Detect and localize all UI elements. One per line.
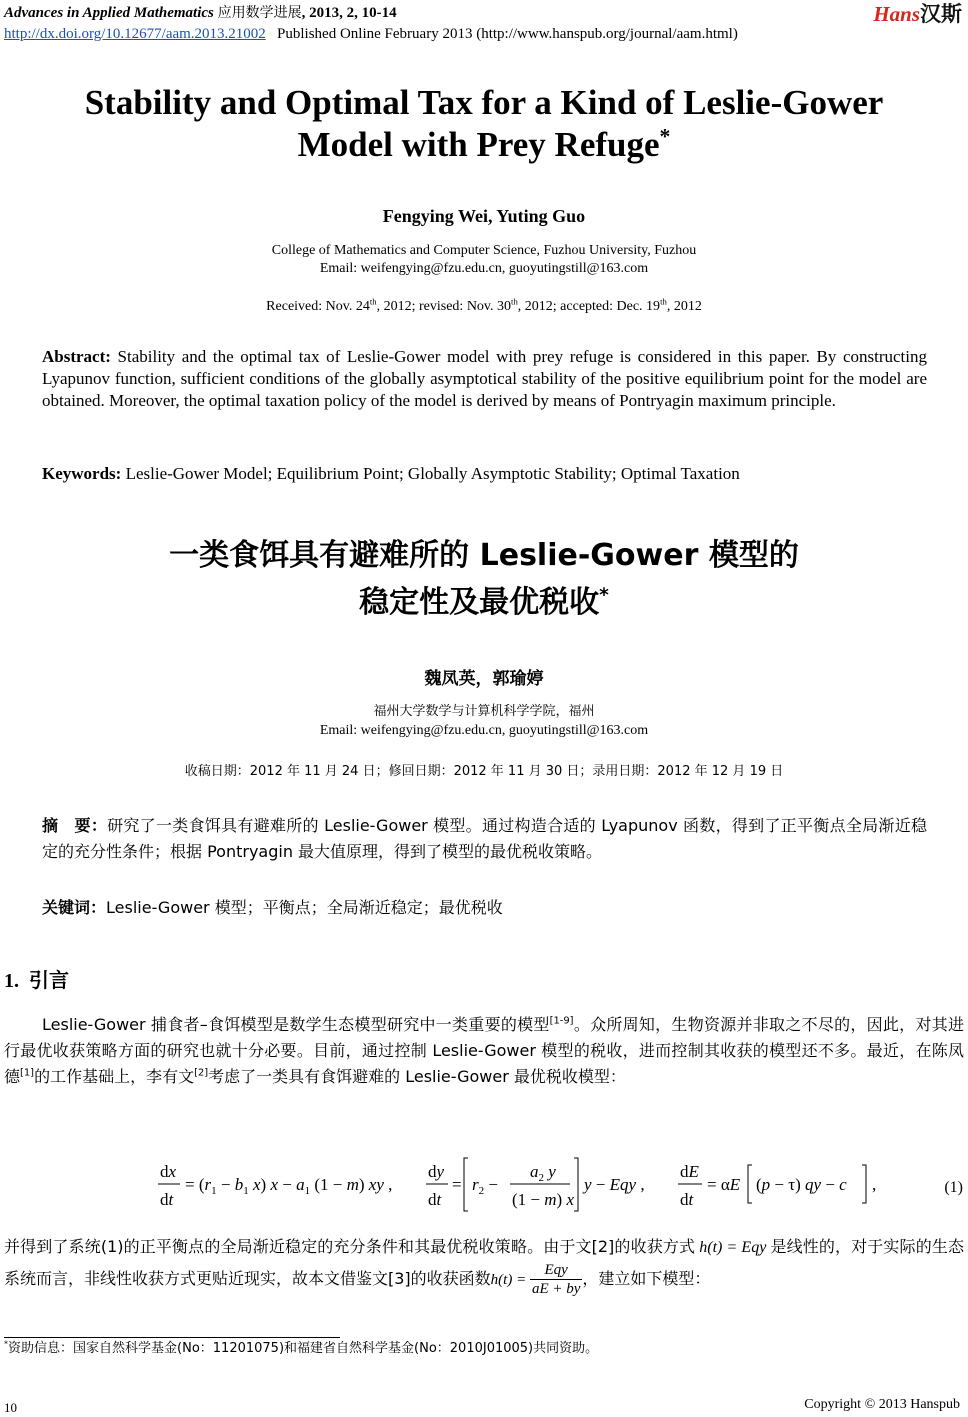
footnote-mark: * [4, 1339, 9, 1349]
revised-text: , 2012; revised: Nov. 30 [376, 299, 512, 314]
section-heading [4, 964, 69, 993]
abstract-cn [42, 813, 927, 865]
keywords-en-text: Leslie-Gower Model; Equilibrium Point; Globally Asymptotic Stability; Optimal Taxation [125, 464, 740, 483]
intro-text-a: Leslie-Gower 捕食者–食饵模型是数学生态模型研究中一类重要的模型 [42, 1015, 550, 1034]
citation-ref: [1-9] [549, 1015, 574, 1027]
paper-title-en [0, 82, 968, 166]
logo-text-en: Hans [873, 2, 920, 26]
footnote-text: 资助信息：国家自然科学基金(No：11201075)和福建省自然科学基金(No：2010J01005)共同资助。 [8, 1341, 599, 1356]
title-cn-mark: * [599, 585, 609, 606]
accepted-text: , 2012; accepted: Dec. 19 [517, 299, 661, 314]
affiliation-cn: 福州大学数学与计算机科学学院，福州 [373, 704, 595, 719]
journal-header [4, 4, 397, 23]
intro-text-b: 。众所周知，生物资源并非取之不尽的，因此，对其进行最优收获策略方面的研究也就十分必要。目前，通过控制 Leslie-Gower 模型的税收，进而控制其收获的模型还不多。最近，在陈凤德 [4, 1015, 964, 1086]
svg-text:(1 − m) x: (1 − m) x [512, 1190, 574, 1209]
email-cn: Email: weifengying@fzu.edu.cn, guoyutingstill@163.com [319, 723, 649, 738]
doi-line [4, 25, 738, 44]
published-online: Published Online February 2013 (http://www.hanspub.org/journal/aam.html) [277, 26, 738, 42]
svg-text:(p − τ) qy − c: (p − τ) qy − c [756, 1175, 847, 1194]
svg-text:r2 −: $r_2$ − [472, 1175, 498, 1197]
intro-text-d: 考虑了一类具有食饵避难的 Leslie-Gower 最优税收模型： [208, 1067, 626, 1086]
svg-text:dy: dy [428, 1162, 445, 1181]
intro2-text-c: ，建立如下模型： [582, 1269, 711, 1288]
equation-1 [150, 1155, 965, 1213]
keywords-cn-label: 关键词： [42, 898, 107, 917]
doi-link[interactable]: http://dx.doi.org/10.12677/aam.2013.21002 [4, 26, 266, 42]
received-sup: th [369, 296, 377, 307]
svg-text:dt: dt [680, 1190, 694, 1209]
intro-paragraph-1 [4, 1012, 964, 1090]
intro2-text-a: 并得到了系统(1)的正平衡点的全局渐近稳定的充分条件和其最优税收策略。由于文[2]的收获方式 [4, 1237, 696, 1256]
title-cn-line2-wrap [0, 579, 968, 626]
abstract-en-text: Stability and the optimal tax of Leslie-Gower model with prey refuge is considered in this paper. By constructing Lyapunov function, sufficient conditions of the globally asymptotical stability of the positive equilibrium point for the model are obtained. Moreover, the optimal taxation policy of the model is derived by means of Pontryagin maximum principle. [42, 347, 928, 410]
section-title: 引言 [29, 968, 69, 992]
intro2-text-b: 是线性的，对于实际的生态系统而言，非线性收获方式更贴近现实，故本文借鉴文[3]的收获函数 [4, 1237, 964, 1288]
equation-number: (1) [944, 1179, 963, 1196]
svg-text:a2 y: $a_2$ y [530, 1162, 556, 1184]
equation-svg [150, 1155, 950, 1213]
title-cn-line1: 一类食饵具有避难所的 Leslie-Gower 模型的 [169, 538, 799, 573]
keywords-cn [42, 896, 927, 920]
revised-sup: th [511, 296, 518, 307]
email-en: Email: weifengying@fzu.edu.cn, guoyutingstill@163.com [319, 261, 649, 276]
received-text: Received: Nov. 24 [266, 299, 370, 314]
harvest-function-formula: h(t) = $\frac{\text{Eqy}}{aE + by}$ [490, 1262, 581, 1297]
abstract-en-label: Abstract: [42, 347, 111, 366]
title-en-line1: Stability and Optimal Tax for a Kind of Leslie-Gower [84, 83, 884, 122]
svg-text:,: , [872, 1175, 877, 1194]
keywords-en-label: Keywords: [42, 464, 122, 483]
footnote [4, 1341, 598, 1357]
accepted-sup: th [660, 296, 667, 307]
abstract-cn-label: 摘 要： [42, 816, 108, 835]
title-en-mark: * [659, 124, 671, 149]
svg-text:dt: dt [428, 1190, 442, 1209]
journal-name-cn: 应用数学进展 [217, 5, 302, 21]
intro-text-c: 的工作基础上，李有文 [34, 1067, 195, 1086]
intro-paragraph-2 [4, 1234, 964, 1298]
title-en-line2: Model with Prey Refuge [297, 125, 660, 164]
svg-text:= (r1 − b1 x) x − a1 (1 − m) x: = ($r_1 - b_1$ x) $x - a_1$ (1 − m) xy , [185, 1175, 393, 1197]
keywords-en [42, 463, 927, 485]
svg-text:=: = [452, 1175, 462, 1194]
keywords-cn-text: Leslie-Gower 模型；平衡点；全局渐近稳定；最优税收 [106, 898, 503, 917]
footnote-divider [4, 1337, 340, 1338]
year-text: , 2012 [666, 299, 702, 314]
abstract-en [42, 346, 927, 412]
journal-volume: , 2013, 2, 10-14 [301, 5, 397, 21]
received-dates [0, 298, 968, 316]
svg-text:y − Eqy ,: y − Eqy , [584, 1175, 645, 1194]
citation-ref: [1] [20, 1067, 35, 1079]
dates-cn: 收稿日期：2012 年 11 月 24 日；修回日期：2012 年 11 月 30 日；录用日期：2012 年 12 月 19 日 [184, 764, 784, 779]
svg-text:dt: dt [160, 1190, 174, 1209]
svg-text:dE: dE [680, 1162, 699, 1181]
title-cn-line2: 稳定性及最优税收 [359, 585, 600, 620]
paper-title-cn [0, 532, 968, 626]
logo-text-cn: 汉斯 [920, 2, 962, 26]
citation-ref: [2] [194, 1067, 209, 1079]
abstract-cn-text: 研究了一类食饵具有避难所的 Leslie-Gower 模型。通过构造合适的 Lyapunov 函数，得到了正平衡点全局渐近稳定的充分性条件；根据 Pontryagin 最大值原理，得到了模型的最优税收策略。 [42, 816, 927, 861]
authors-cn: 魏凤英，郭瑜婷 [424, 669, 544, 689]
svg-text:dx: dx [160, 1162, 177, 1181]
title-en-line2-wrap [0, 124, 968, 166]
publisher-logo [873, 2, 962, 26]
copyright: Copyright © 2013 Hanspub [804, 1397, 960, 1412]
harvest-linear-formula: h(t) = Eqy [695, 1239, 771, 1256]
affiliation-en: College of Mathematics and Computer Science, Fuzhou University, Fuzhou [271, 243, 697, 258]
svg-text:= αE: = αE [707, 1175, 741, 1194]
journal-name-en: Advances in Applied Mathematics [4, 5, 214, 21]
section-number: 1. [4, 970, 19, 992]
page-number: 10 [4, 1400, 17, 1415]
authors-en: Fengying Wei, Yuting Guo [382, 206, 586, 226]
